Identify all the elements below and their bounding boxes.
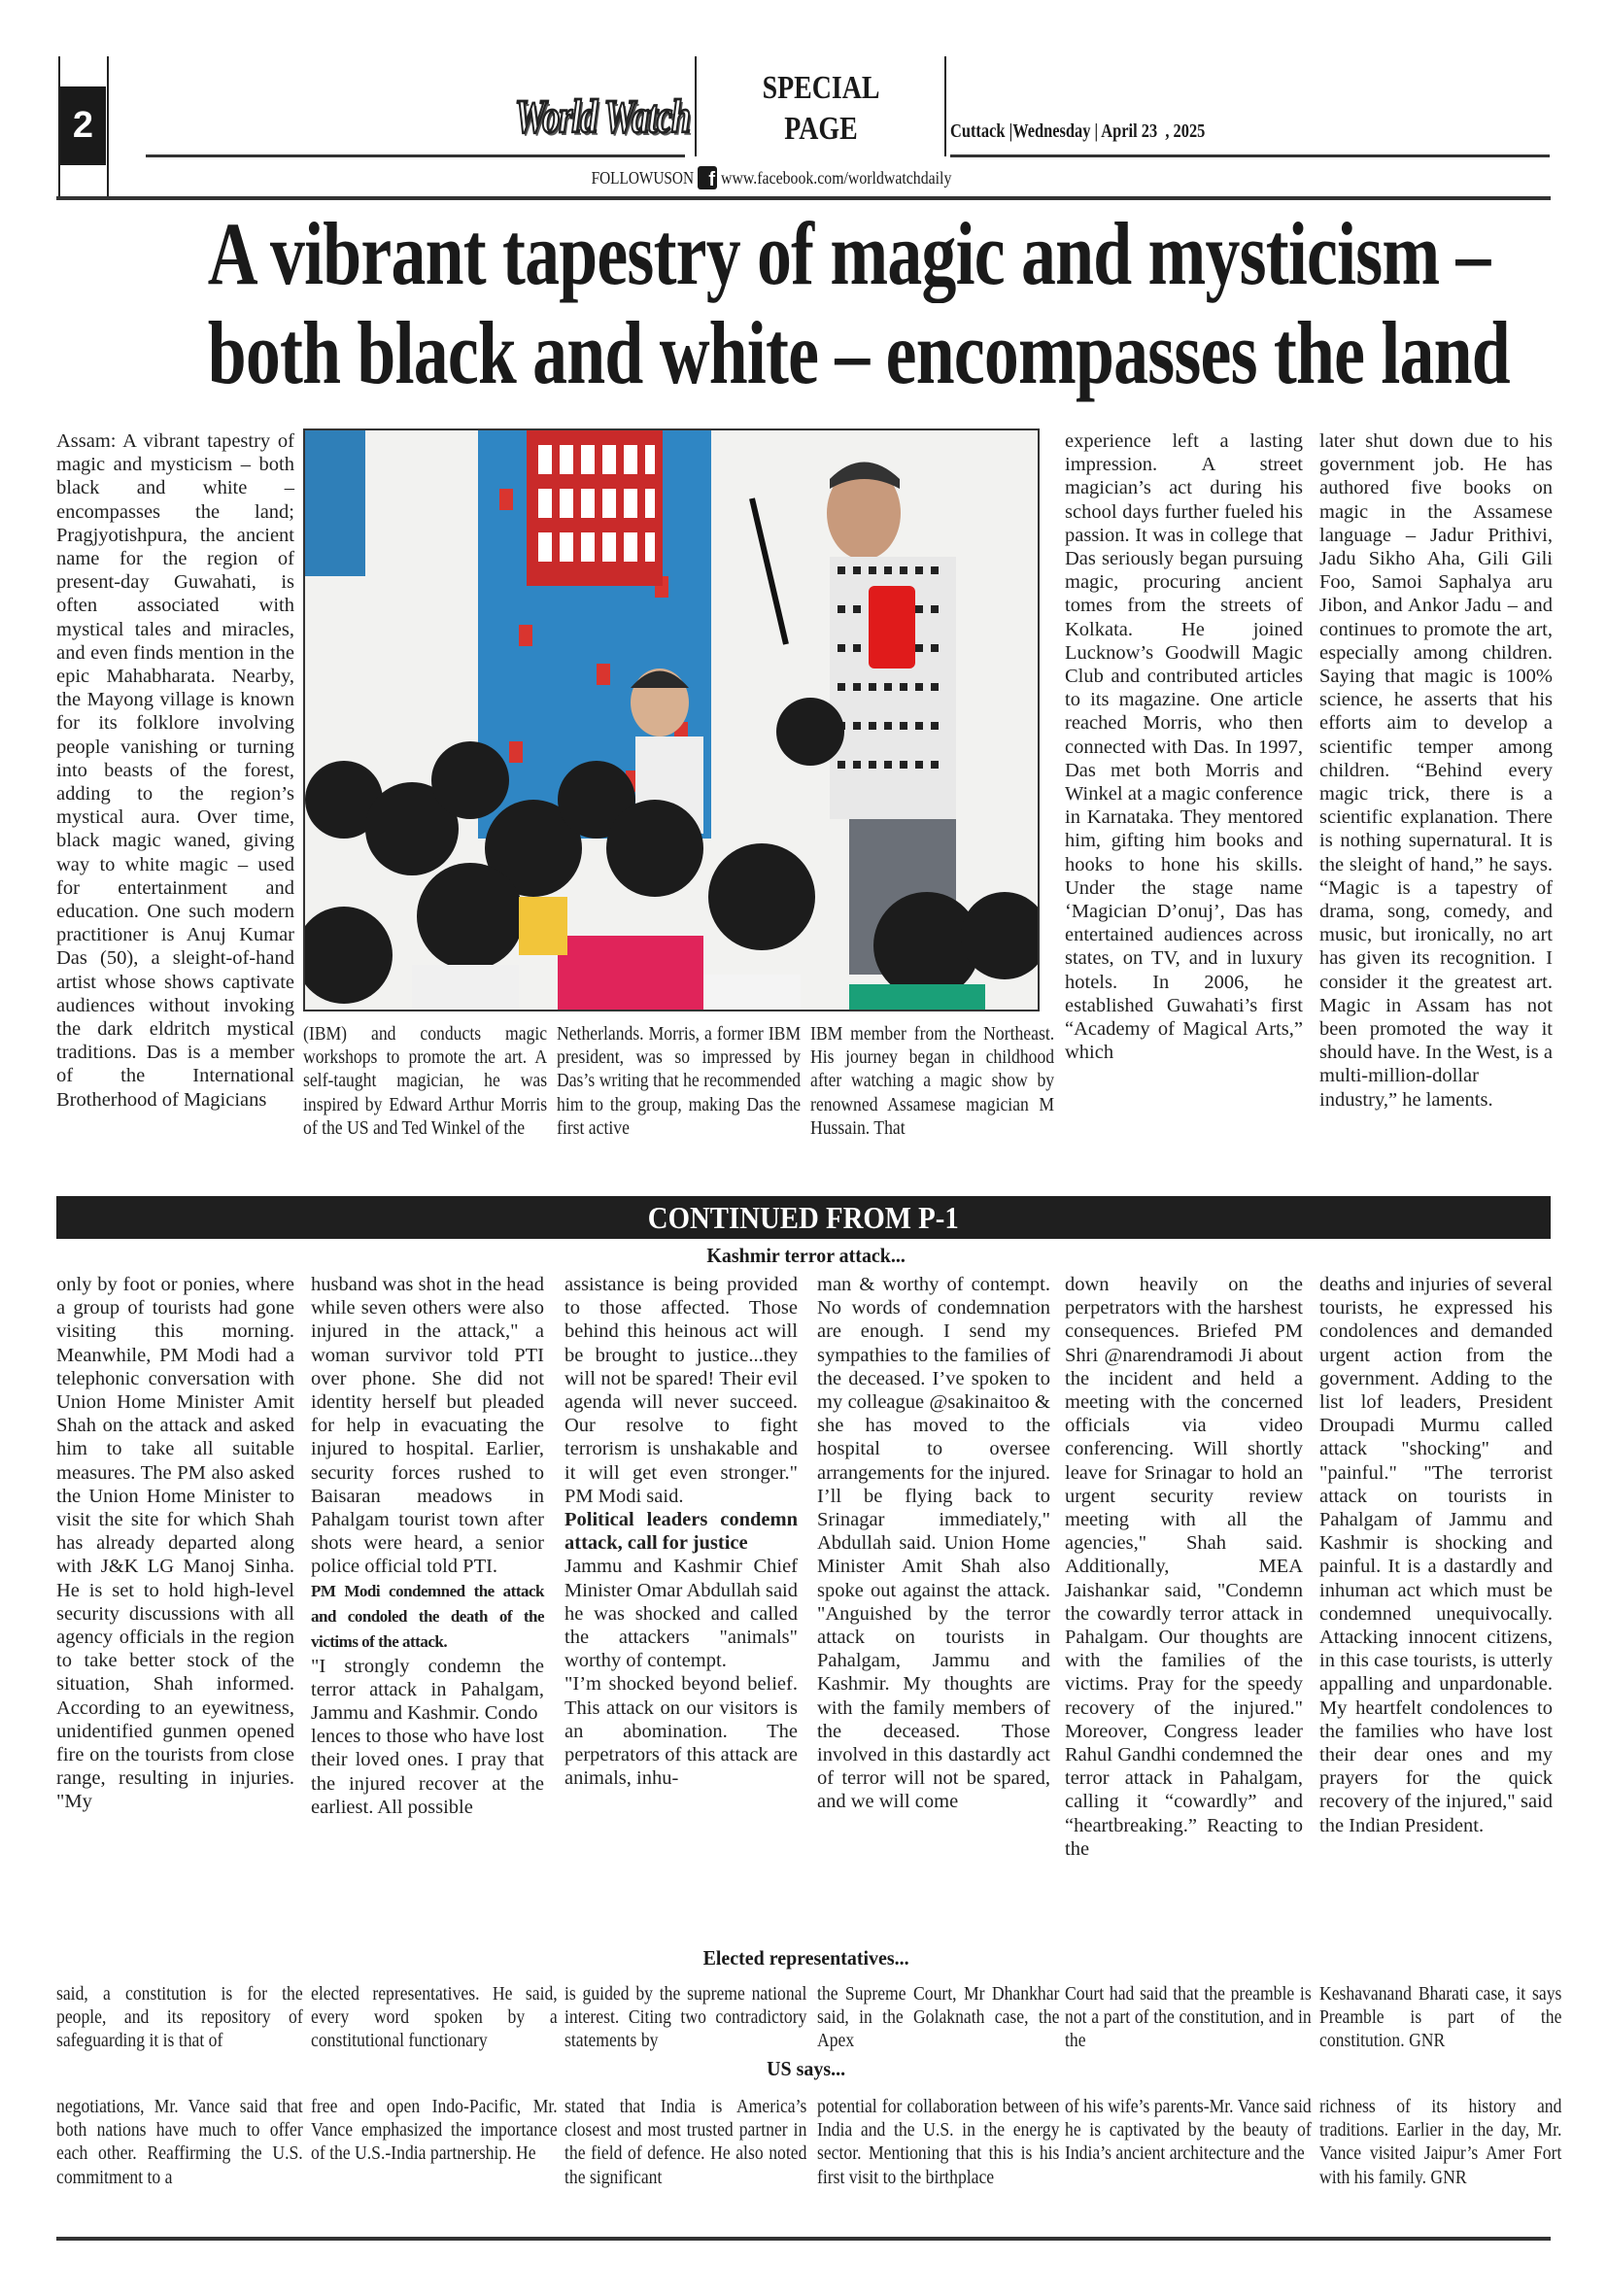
story-column-2 xyxy=(303,1022,547,1140)
us-says-section-title xyxy=(39,2057,1574,2081)
story-column-3 xyxy=(557,1022,801,1140)
kashmir-column-2 xyxy=(311,1273,544,1819)
masthead-underline-left xyxy=(146,154,685,157)
follow-us-bar xyxy=(573,166,983,189)
article-text: free and open Indo-Pacific, Mr. Vance emphasized the importance of the U.S.-India partnership. He xyxy=(311,2096,558,2165)
article-text: said, a constitution is for the people, and its repository of safeguarding it is that of xyxy=(56,1983,303,2052)
elected-column-4 xyxy=(817,1982,1059,2053)
article-text: assistance is being provided to those affected. Those behind this heinous act will be brought to justice...they will not be spared! Their evil agenda will never succeed. Our resolve to fight terrorism is unshakable and it will get even stronger." PM Modi said. xyxy=(564,1274,798,1507)
footer-rule xyxy=(56,2237,1551,2241)
elected-column-6 xyxy=(1319,1982,1561,2053)
story-text: later shut down due to his government job. He has authored five books on magic in the Assamese language – Jadur Prithivi, Jadu Sikho Aha, Gili Gili Foo, Samoi Saphalya aru Jibon, and Ankor Jadu – and continues to promote the art, especially among children. Saying that magic is 100% science, he asserts that his efforts aim to develop a scientific temper among children. “Behind every magic trick, there is a scientific explanation. There is nothing supernatural. It is the sleight of hand,” he says. “Magic is a tapestry of drama, song, comedy, and music, but ironically, no art has given its recognition. I consider it the greatest art. Magic in Assam has not been promoted the way it should have. In the West, is a multi-million-dollar industry,” he laments. xyxy=(1319,430,1553,1111)
article-text: Keshavanand Bharati case, it says Preamble is part of the constitution. GNR xyxy=(1319,1983,1562,2052)
elected-section-title xyxy=(39,1946,1574,1970)
masthead-left-rule-2 xyxy=(107,56,109,197)
article-text: "I strongly condemn the terror attack in Pahalgam, Jammu and Kashmir. Condo xyxy=(311,1655,544,1725)
masthead-divider-1 xyxy=(695,56,697,156)
kashmir-column-4 xyxy=(817,1273,1050,1814)
article-text: elected representatives. He said, every word spoken by a constitutional functionary xyxy=(311,1983,558,2052)
kashmir-column-1 xyxy=(56,1273,294,1814)
article-subhead: Political leaders condemn attack, call for justice xyxy=(564,1509,798,1555)
story-text: Netherlands. Morris, a former IBM president, was so impressed by Das’s writing that he recommended him to the group, making Das the first active xyxy=(557,1023,802,1139)
continued-banner xyxy=(56,1196,1551,1239)
elected-title-text: Elected representatives... xyxy=(702,1946,909,1970)
masthead-underline-right xyxy=(950,154,1550,157)
section-label-line1: SPECIAL xyxy=(762,70,880,106)
us-column-4 xyxy=(817,2095,1059,2189)
article-text: of his wife’s parents-Mr. Vance said he is captivated by the beauty of India’s ancient architecture and the xyxy=(1065,2096,1312,2165)
article-text: richness of its history and traditions. Earlier in the day, Mr. Vance visited Jaipur’s Amer Fort with his family. GNR xyxy=(1319,2096,1562,2188)
article-text: husband was shot in the head while seven others were also injured in the attack," a woman survivor told PTI over phone. She did not identity herself but pleaded for help in evacuating the injured to hospital. Earlier, security forces rushed to Baisaran meadows in Pahalgam tourist town after shots were heard, a senior police official told PTI. xyxy=(311,1274,544,1578)
headline-line1: A vibrant tapestry of magic and mysticism – xyxy=(207,204,1490,303)
page-number: 2 xyxy=(60,86,106,165)
article-text: only by foot or ponies, where a group of tourists had gone visiting this morning. Meanwhile, PM Modi had a telephonic conversation with Union Home Minister Amit Shah on the attack and asked him to take all suitable measures. The PM also asked the Union Home Minister to visit the site for which Shah has already departed along with J&K LG Manoj Sinha. He is set to hold high-level security discussions with all agency officials in the region to take better stock of the situation, Shah informed. According to an eyewitness, unidentified gunmen opened fire on the tourists from close range, resulting in injuries. "My xyxy=(56,1274,294,1813)
story-text: experience left a lasting impression. A street magician’s act during his school days further fueled his passion. It was in college that Das seriously began pursuing magic, procuring ancient tomes from the streets of Kolkata. He joined Lucknow’s Goodwill Magic Club and contributed articles to its magazine. One article reached Morris, who then connected with Das. In 1997, Das met both Morris and Winkel at a magic conference in Karnataka. They mentored him, gifting him books and hooks to hone his skills. Under the stage name ‘Magician D’onuj’, Das has entertained audiences across states, on TV, and in luxury hotels. In 2006, he established Guwahati’s first “Academy of Magical Arts,” which xyxy=(1065,430,1303,1064)
story-text: IBM member from the Northeast. His journey began in childhood after watching a magic show by renowned Assamese magician M Hussain. That xyxy=(810,1023,1055,1139)
article-text: negotiations, Mr. Vance said that both nations have much to offer each other. Reaffirming the U.S. commitment to a xyxy=(56,2096,303,2188)
article-text: deaths and injuries of several tourists, he expressed his condolences and demanded urgent action from the government. Adding to the list lof leaders, President Droupadi Murmu called attack "shocking" and "painful." "The terrorist attack on tourists in Pahalgam of Jammu and Kashmir is shocking and painful. It is a dastardly and inhuman act which must be condemned unequivocally. Attacking innocent citizens, in this case tourists, is utterly appalling and unpardonable. My heartfelt condolences to the families who have lost their dear ones and my prayers for the quick recovery of the injured," said the Indian President. xyxy=(1319,1274,1553,1836)
us-column-5 xyxy=(1065,2095,1312,2166)
article-text: potential for collaboration between India and the U.S. in the energy sector. Mentioning that this is his first visit to the birthplace xyxy=(817,2096,1060,2188)
us-says-title-text: US says... xyxy=(767,2057,846,2080)
story-photo xyxy=(303,428,1040,1011)
facebook-icon[interactable]: f xyxy=(698,166,717,189)
article-bold-lead: PM Modi condemned the attack and condoled the death of the victims of the attack. xyxy=(311,1581,544,1651)
story-text: Assam: A vibrant tapestry of magic and mysticism – both black and white – encompasses the land; Pragjyotishpura, the ancient name for the region of present-day Guwahati, is often associated with mystical tales and miracles, and even finds mention in the epic Mahabharata. Nearby, the Mayong village is known for its folklore involving people vanishing or turning into beasts of the forest, adding to the region’s mystical aura. Over time, black magic waned, giving way to white magic – used for entertainment and education. One such modern practitioner is Anuj Kumar Das (50), a sleight-of-hand artist whose shows captivate audiences without invoking the dark eldritch mystical traditions. Das is a member of the International Brotherhood of Magicians xyxy=(56,430,294,1111)
elected-column-5 xyxy=(1065,1982,1312,2053)
facebook-link[interactable]: www.facebook.com/worldwatchdaily xyxy=(721,167,952,188)
story-column-4 xyxy=(810,1022,1054,1140)
us-column-2 xyxy=(311,2095,558,2166)
kashmir-column-5 xyxy=(1065,1273,1303,1861)
page-headline xyxy=(39,204,1574,402)
kashmir-section-title xyxy=(39,1244,1574,1268)
section-label xyxy=(737,68,905,150)
dateline: Cuttack |Wednesday | April 23 , 2025 xyxy=(950,120,1206,142)
world-watch-logo: World Watch xyxy=(514,90,690,143)
masthead-divider-2 xyxy=(944,56,946,156)
kashmir-column-6 xyxy=(1319,1273,1553,1837)
article-text: Court had said that the preamble is not a part of the constitution, and in the xyxy=(1065,1983,1312,2052)
story-column-1 xyxy=(56,429,294,1112)
us-column-1 xyxy=(56,2095,303,2189)
follow-us-label: FOLLOWUSON xyxy=(591,167,694,188)
article-text: is guided by the supreme national interest. Citing two contradictory statements by xyxy=(564,1983,807,2052)
story-column-6 xyxy=(1319,429,1553,1112)
article-text: stated that India is America’s closest and most trusted partner in the field of defence. He also noted the significant xyxy=(564,2096,807,2188)
us-column-3 xyxy=(564,2095,806,2189)
article-text: "I’m shocked beyond belief. This attack on our visitors is an abomination. The perpetrators of this attack are animals, inhu- xyxy=(564,1673,798,1790)
continued-banner-text: CONTINUED FROM P-1 xyxy=(648,1199,959,1235)
section-label-line2: PAGE xyxy=(784,111,858,147)
us-column-6 xyxy=(1319,2095,1561,2189)
headline-line2: both black and white – encompasses the land xyxy=(207,303,1510,402)
article-text: Jammu and Kashmir Chief Minister Omar Abdullah said he was shocked and called the attackers "animals" worthy of contempt. xyxy=(564,1556,798,1672)
article-text: man & worthy of contempt. No words of condemnation are enough. I send my sympathies to the families of the deceased. I’ve spoken to my colleague @sakinaitoo & she has moved to the hospital to oversee arrangements for the injured. I’ll be flying back to Srinagar immediately," Abdullah said. Union Home Minister Amit Shah also spoke out against the attack. "Anguished by the terror attack on tourists in Pahalgam, Jammu and Kashmir. My thoughts are with the family members of the deceased. Those involved in this dastardly act of terror will not be spared, and we will come xyxy=(817,1274,1050,1813)
kashmir-title-text: Kashmir terror attack... xyxy=(706,1244,906,1267)
article-text: lences to those who have lost their loved ones. I pray that the injured recover at the earliest. All possible xyxy=(311,1726,544,1818)
elected-column-1 xyxy=(56,1982,303,2053)
story-text: (IBM) and conducts magic workshops to promote the art. A self-taught magician, he was inspired by Edward Arthur Morris of the US and Ted Winkel of the xyxy=(303,1023,548,1139)
elected-column-3 xyxy=(564,1982,806,2053)
article-text: the Supreme Court, Mr Dhankhar said, in the Golaknath case, the Apex xyxy=(817,1983,1060,2052)
elected-column-2 xyxy=(311,1982,558,2053)
kashmir-column-3 xyxy=(564,1273,798,1790)
photo-magician-with-children xyxy=(305,430,1040,1011)
header-rule xyxy=(56,196,1551,200)
article-text: down heavily on the perpetrators with the harshest consequences. Briefed PM Shri @narendramodi Ji about the incident and held a meeting with the concerned officials via video conferencing. Will shortly leave for Srinagar to hold an urgent security review meeting with all the agencies," Shah said. Additionally, MEA Jaishankar said, "Condemn the cowardly terror attack in Pahalgam. Our thoughts are with the families of the victims. Pray for the speedy recovery of the injured." Moreover, Congress leader Rahul Gandhi condemned the terror attack in Pahalgam, calling it “cowardly” and “heartbreaking.” Reacting to the xyxy=(1065,1274,1303,1860)
story-column-5 xyxy=(1065,429,1303,1064)
